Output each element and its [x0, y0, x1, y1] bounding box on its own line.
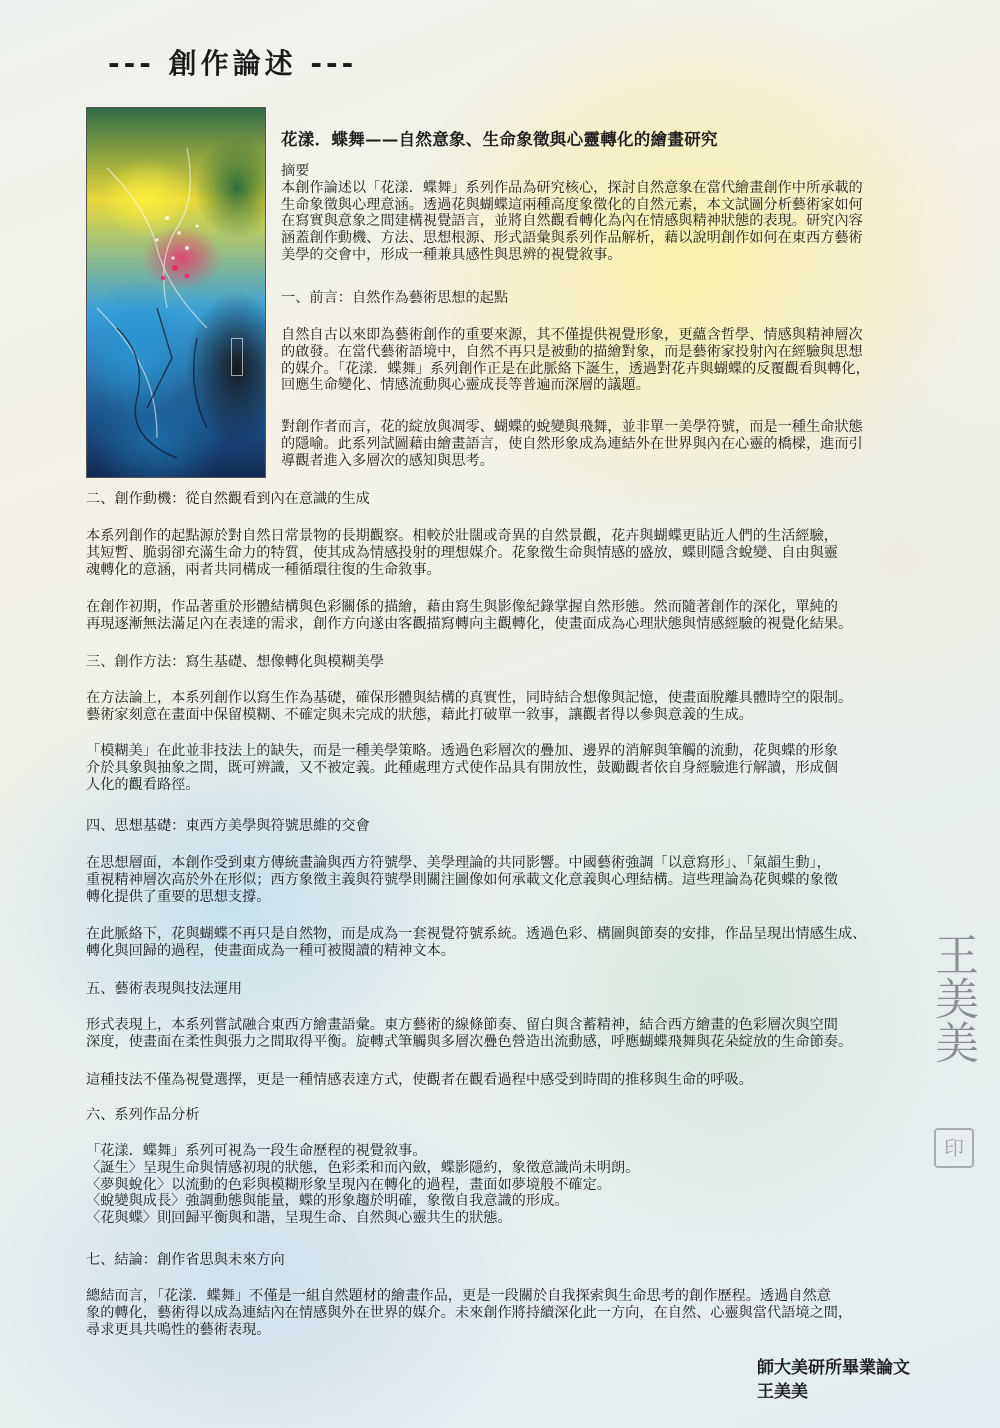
- section-paragraph: [281, 419, 941, 469]
- section-paragraph: [86, 1143, 946, 1227]
- paragraph-line: 回應生命變化、情感流動與心靈成長等普遍而深層的議題。: [281, 377, 650, 394]
- section-title: 四、思想基礎：東西方美學與符號思維的交會: [86, 818, 370, 834]
- abstract-line: 在寫實與意象之間建構視覺語言，並將自然觀看轉化為內在情感與精神狀態的表現。研究內容: [281, 213, 863, 230]
- paragraph-line: 這種技法不僅為視覺選擇，更是一種情感表達方式，使觀者在觀看過程中感受到時間的推移與生命的呼吸。: [86, 1072, 753, 1088]
- paragraph-line: 「模糊美」在此並非技法上的缺失，而是一種美學策略。透過色彩層次的疊加、邊界的消解與筆觸的流動，花與蝶的形象: [86, 743, 838, 759]
- calligraphy-signature: 王美美: [927, 932, 978, 1064]
- paragraph-line: 在創作初期，作品著重於形體結構與色彩關係的描繪，藉由寫生與影像紀錄掌握自然形態。然而隨著創作的深化，單純的: [86, 599, 838, 615]
- paragraph-line: 再現逐漸無法滿足內在表達的需求，創作方向遂由客觀描寫轉向主觀轉化，使畫面成為心理狀態與情感經驗的視覺化結果。: [86, 615, 853, 632]
- paragraph-line: 本系列創作的起點源於對自然日常景物的長期觀察。相較於壯闊或奇異的自然景觀，花卉與蝴蝶更貼近人們的生活經驗，: [86, 528, 838, 544]
- artist-seal-stamp: 印: [934, 1128, 974, 1168]
- thesis-label: 師大美研所畢業論文: [757, 1358, 910, 1378]
- paragraph-line: 尋求更具共鳴性的藝術表現。: [86, 1321, 271, 1338]
- section-paragraph: [86, 690, 946, 724]
- abstract-label: 摘要: [281, 163, 310, 179]
- paragraph-line: 深度，使畫面在柔性與張力之間取得平衡。旋轉式筆觸與多層次疊色營造出流動感，呼應蝴蝶飛舞與花朵綻放的生命節奏。: [86, 1033, 853, 1050]
- section-title: 五、藝術表現與技法運用: [86, 981, 243, 997]
- abstract-line: 生命象徵與心理意涵。透過花與蝴蝶這兩種高度象徵化的自然元素，本文試圖分析藝術家如何: [281, 196, 863, 213]
- painting-image: [86, 107, 266, 478]
- section-paragraph: [86, 855, 946, 905]
- section-title: 二、創作動機：從自然觀看到內在意識的生成: [86, 491, 370, 507]
- paragraph-line: 導觀者進入多層次的感知與思考。: [281, 452, 494, 469]
- painting-brushwork: [87, 108, 265, 477]
- section-paragraph: [281, 327, 941, 394]
- abstract-block: [281, 163, 941, 264]
- paragraph-line: 魂轉化的意涵，兩者共同構成一種循環往復的生命敘事。: [86, 561, 441, 578]
- paragraph-line: 在此脈絡下，花與蝴蝶不再只是自然物，而是成為一套視覺符號系統。透過色彩、構圖與節奏的安排，作品呈現出情感生成、: [86, 926, 867, 942]
- section-title: 一、前言：自然作為藝術思想的起點: [281, 290, 509, 306]
- paper-title: 花漾．蝶舞——自然意象、生命象徵與心靈轉化的繪畫研究: [281, 130, 718, 149]
- paragraph-line: 的啟發。在當代藝術語境中，自然不再只是被動的描繪對象，而是藝術家投射內在經驗與思想: [281, 343, 863, 360]
- author-signature: [757, 1356, 910, 1404]
- abstract-line: 本創作論述以「花漾．蝶舞」系列作品為研究核心，探討自然意象在當代繪畫創作中所承載的: [281, 179, 863, 196]
- list-item: 〈誕生〉呈現生命與情感初現的狀態，色彩柔和而內斂，蝶影隱約，象徵意識尚未明朗。: [86, 1159, 640, 1176]
- page-heading: --- 創作論述 ---: [108, 47, 358, 80]
- paragraph-line: 在方法論上，本系列創作以寫生作為基礎，確保形體與結構的真實性，同時結合想像與記憶，使畫面脫離具體時空的限制。: [86, 690, 853, 706]
- section-paragraph: [86, 743, 946, 793]
- abstract-line: 涵蓋創作動機、方法、思想根源、形式語彙與系列作品解析，藉以說明創作如何在東西方藝術: [281, 230, 863, 247]
- paragraph-line: 對創作者而言，花的綻放與凋零、蝴蝶的蛻變與飛舞，並非單一美學符號，而是一種生命狀態: [281, 419, 863, 435]
- author-name: 王美美: [757, 1382, 808, 1402]
- section-paragraph: [86, 1288, 946, 1338]
- paragraph-line: 象的轉化，藝術得以成為連結內在情感與外在世界的媒介。未來創作將持續深化此一方向，在自然、心靈與當代語境之間，: [86, 1304, 853, 1321]
- section-title: 三、創作方法：寫生基礎、想像轉化與模糊美學: [86, 654, 384, 670]
- artist-seal: [231, 338, 243, 376]
- paragraph-line: 轉化提供了重要的思想支撐。: [86, 888, 271, 905]
- section-paragraph: [86, 926, 946, 960]
- paragraph-line: 藝術家刻意在畫面中保留模糊、不確定與未完成的狀態，藉此打破單一敘事，讓觀者得以參與意義的生成。: [86, 706, 753, 723]
- paragraph-line: 其短暫、脆弱卻充滿生命力的特質，使其成為情感投射的理想媒介。花象徵生命與情感的盛放，蝶則隱含蛻變、自由與靈: [86, 544, 838, 561]
- section-paragraph: [86, 528, 946, 578]
- abstract-line: 美學的交會中，形成一種兼具感性與思辨的視覺敘事。: [281, 246, 622, 263]
- paragraph-line: 形式表現上，本系列嘗試融合東西方繪畫語彙。東方藝術的線條節奏、留白與含蓄精神，結合西方繪畫的色彩層次與空間: [86, 1017, 838, 1033]
- section-title: 七、結論：創作省思與未來方向: [86, 1252, 285, 1268]
- paragraph-line: 重視精神層次高於外在形似；西方象徵主義與符號學則關注圖像如何承載文化意義與心理結構。這些理論為花與蝶的象徵: [86, 871, 838, 888]
- paragraph-line: 自然自古以來即為藝術創作的重要來源，其不僅提供視覺形象，更蘊含哲學、情感與精神層次: [281, 327, 863, 343]
- paragraph-line: 的隱喻。此系列試圖藉由繪畫語言，使自然形象成為連結外在世界與內在心靈的橋樑，進而引: [281, 435, 863, 452]
- paragraph-line: 轉化與回歸的過程，使畫面成為一種可被閱讀的精神文本。: [86, 942, 455, 959]
- paragraph-line: 在思想層面，本創作受到東方傳統畫論與西方符號學、美學理論的共同影響。中國藝術強調「以意寫形」、「氣韻生動」，: [86, 855, 831, 871]
- paragraph-line: 介於具象與抽象之間，既可辨識，又不被定義。此種處理方式使作品具有開放性，鼓勵觀者依自身經驗進行解讀，形成個: [86, 759, 838, 776]
- list-item: 〈夢與蛻化〉以流動的色彩與模糊形象呈現內在轉化的過程，畫面如夢境般不確定。: [86, 1176, 611, 1193]
- paragraph-line: 人化的觀看路徑。: [86, 776, 200, 793]
- section-paragraph: [86, 1072, 946, 1089]
- list-item: 〈花與蝶〉則回歸平衡與和諧，呈現生命、自然與心靈共生的狀態。: [86, 1210, 512, 1227]
- section-paragraph: [86, 599, 946, 633]
- section-paragraph: [86, 1017, 946, 1051]
- list-item: 〈蛻變與成長〉強調動態與能量，蝶的形象趨於明確，象徵自我意識的形成。: [86, 1193, 569, 1210]
- list-item: 「花漾．蝶舞」系列可視為一段生命歷程的視覺敘事。: [86, 1143, 427, 1159]
- section-title: 六、系列作品分析: [86, 1107, 200, 1123]
- paragraph-line: 總結而言，「花漾．蝶舞」不僅是一組自然題材的繪畫作品，更是一段關於自我探索與生命思考的創作歷程。透過自然意: [86, 1288, 831, 1304]
- paragraph-line: 的媒介。「花漾．蝶舞」系列創作正是在此脈絡下誕生，透過對花卉與蝴蝶的反覆觀看與轉化，: [281, 360, 870, 377]
